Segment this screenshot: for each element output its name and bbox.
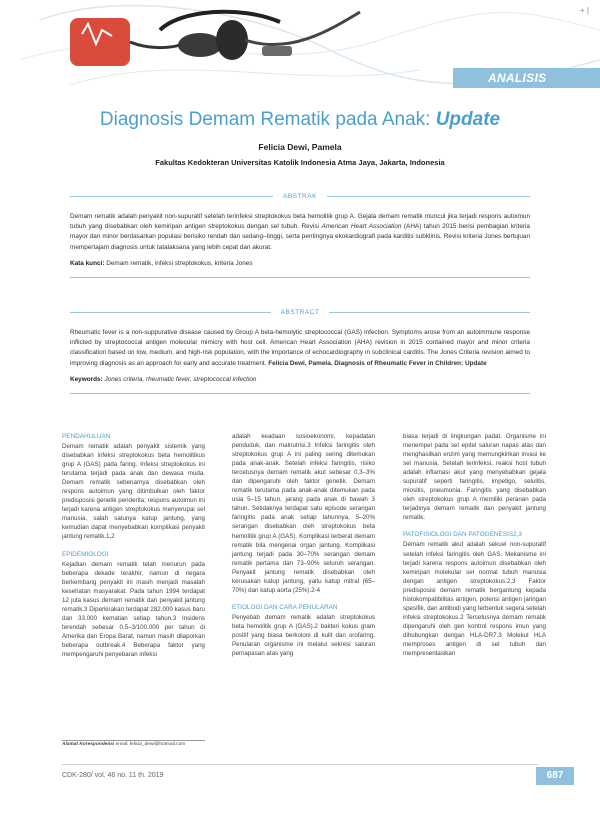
correspondence-rule xyxy=(62,740,205,741)
paragraph: Kejadian demam rematik telah menurun pada beberapa dekade terakhir, namun di negara berkembang penyakit ini masih menjadi masalah kesehatan masyarakat. Pada tahun 1994 terdapat 12 juta kasus demam rematik dan penyakit jantung rematik.3 Diperkirakan terdapat 282.000 kasus baru dan 33.000 kematian setiap tahun.3 Insidens terendah sebesar 0,5–3/100.000 per tahun di Amerika dan Eropa Barat, namun masih dilaporkan beberapa outbreak.4 Beberapa faktor yang mempengaruhi penyebaran infeksi xyxy=(62,560,205,658)
body-column-2 xyxy=(232,432,375,658)
abstrak-text: Demam rematik adalah penyakit non-supuratif setelah terinfeksi streptokokus beta hemolitik grup A. Gejala demam rematik muncul jika terjadi respons autoimun tubuh yang disebabkan oleh kemiripan antigen streptokokus dengan sel tubuh. Revisi American Heart Association (AHA) tahun 2015 berisi pembagian kriteria mayor dan minor berdasarkan populasi berisiko rendah dan sedang–tinggi, serta pentingnya ekokardiografi pada karditis subklinis. Revisi kriteria Jones bertujuan mempertajam diagnosis untuk tatalaksana yang lebih cepat dan akurat. xyxy=(70,213,530,251)
heading-patofisiologi: PATOFISIOLOGI DAN PATOGENESIS2,3 xyxy=(403,531,522,539)
abstract-label: ABSTRACT xyxy=(280,308,320,316)
abstract-header xyxy=(70,306,530,318)
journal-info: CDK-280/ vol. 46 no. 11 th. 2019 xyxy=(62,772,164,779)
paragraph: Penyebab demam rematik adalah streptokokus beta hemolitik grup A (GAS).2 bakteri kokus gram positif yang biasa berkoloni di kulit dan orofaring. Penularan organisme ini melalui sekresi saluran pernapasan atas yang xyxy=(232,613,375,658)
abstrak-keywords: Kata kunci: Demam rematik, infeksi streptokokus, kriteria Jones xyxy=(70,259,253,267)
abstrak-label: ABSTRAK xyxy=(283,192,317,200)
abstract-text: Rheumatic fever is a non-suppurative disease caused by Group A beta-hemolytic streptococcal (GAS) infection. Symptoms arose from an autoimmune response inflicted by streptococcal antigen molecular mimicry with host cell. American Heart Association (AHA) revision in 2015 contained mayor and minor criteria classification based on low, medium, and high-risk population, with the importance of echocardiography in subclinical carditis. The Jones Criteria revision aimed to improving diagnosis as an approach for early and accurate treatment. Felicia Dewi, Pamela. Diagnosis of Rheumatic Fever in Children: Update xyxy=(70,329,530,367)
heading-etiologi: ETIOLOGI DAN CARA PENULARAN xyxy=(232,603,338,611)
abstract-keywords: Keywords: Jones criteria, rheumatic fever, streptococcal infection xyxy=(70,375,257,383)
correspondence: Alamat Korespondensi email: felicia_dewi@hotmail.com xyxy=(62,742,186,747)
paragraph: adalah keadaan sosioekonomi, kepadatan penduduk, dan malnutrisi.3 Infeksi faringitis oleh streptokokus grup A ini paling sering ditemukan pada anak-anak. Setelah infeksi faringitis, risiko tercetusnya demam rematik akut sebesar 0,3–3% dan dipengaruhi oleh faktor genetik. Demam rematik terutama pada anak-anak ditemukan pada usia 5–15 tahun, jarang pada anak di bawah 3 tahun. Setidaknya terdapat satu episode serangan faringitis pada anak setiap tahunnya, 5–20% serangan disebabkan oleh streptokokus beta hemolitik grup A (GAS). Komplikasi terberat demam rematik bila mengenai organ jantung. Komplikasi jantung terjadi pada 30–70% serangan demam rematik pertama dan 73–90% seluruh serangan. Penyakit jantung rematik disebabkan oleh kerusakan katup jantung, yaitu katup mitral (65–70%) dan katup aorta (25%).2-4 xyxy=(232,433,375,594)
body-column-3 xyxy=(403,432,546,658)
abstract-citation: Felicia Dewi, Pamela. Diagnosis of Rheumatic Fever in Children: Update xyxy=(268,359,487,367)
authors: Felicia Dewi, Pamela xyxy=(258,142,342,152)
header-image xyxy=(0,0,600,98)
abstrak-section xyxy=(70,190,530,278)
body-column-1 xyxy=(62,432,205,659)
abstract-section xyxy=(70,306,530,394)
page-number: 687 xyxy=(546,770,564,781)
title-main: Diagnosis Demam Rematik pada Anak: xyxy=(99,109,436,130)
correspondence-email[interactable]: email: felicia_dewi@hotmail.com xyxy=(114,742,186,747)
title-italic: Update xyxy=(435,109,501,130)
corner-mark: + | xyxy=(580,6,589,15)
section-label: ANALISIS xyxy=(488,71,547,85)
paragraph: Demam rematik adalah penyakit sistemik yang disebabkan infeksi streptokokus beta hemolitikus grup A (GAS) pada faring. Infeksi streptokokus ini terutama terjadi pada anak dan dewasa muda. Demam rematik sebenarnya disebabkan oleh respons autoimun yang ditimbulkan oleh faktor predisposisi genetik penderita; respons autoimun ini terjadi karena antigen streptokokus menyerupai sel manusia, salah satunya katup jantung, yang kemudian dapat menyebabkan komplikasi penyakit jantung rematik.1,2 xyxy=(62,443,205,541)
paragraph: Demam rematik akut adalah sekuel non-supuratif setelah infeksi faringitis oleh GAS. Mekanisme ini terjadi karena respons autoimun disebabkan oleh kemiripan molekular sel normal tubuh manusia dengan antigen streptokokus.2,3 Faktor predisposisi demam rematik bergantung kepada histokompatibilitas antigen, potensi antigen jaringan spesifik, dan antibodi yang terbentuk segera setelah infeksi streptokokus.2 Tercetusnya demam rematik dipengaruhi oleh gen kontrol respons imun yang dihubungkan dengan HLA-DR7.3 Molekul HLA memproses antigen di sel tubuh dan mempresentasikan xyxy=(403,541,546,658)
footer-rule xyxy=(62,764,538,765)
affiliation: Fakultas Kedokteran Universitas Katolik Indonesia Atma Jaya, Jakarta, Indonesia xyxy=(155,158,445,167)
heading-pendahuluan: PENDAHULUAN xyxy=(62,433,111,440)
article-title xyxy=(0,109,600,131)
paragraph: biasa terjadi di lingkungan padat. Organisme ini menempel pada sel epitel saluran napas atas dan menghasilkan enzim yang memungkinkan invasi ke sel manusia. Setelah terinfeksi, reaksi host tubuh adalah inflamasi akut yang menyebabkan gejala supuratif seperti faringitis, impetigo, selulitis, miositis, pneumonia. Faringitis yang disebabkan oleh streptokokus grup A memiliki peranan pada terjadinya demam rematik dan penyakit jantung rematik. xyxy=(403,433,546,522)
heading-epidemiologi: EPIDEMIOLOGI xyxy=(62,550,109,558)
abstrak-header xyxy=(70,190,530,202)
